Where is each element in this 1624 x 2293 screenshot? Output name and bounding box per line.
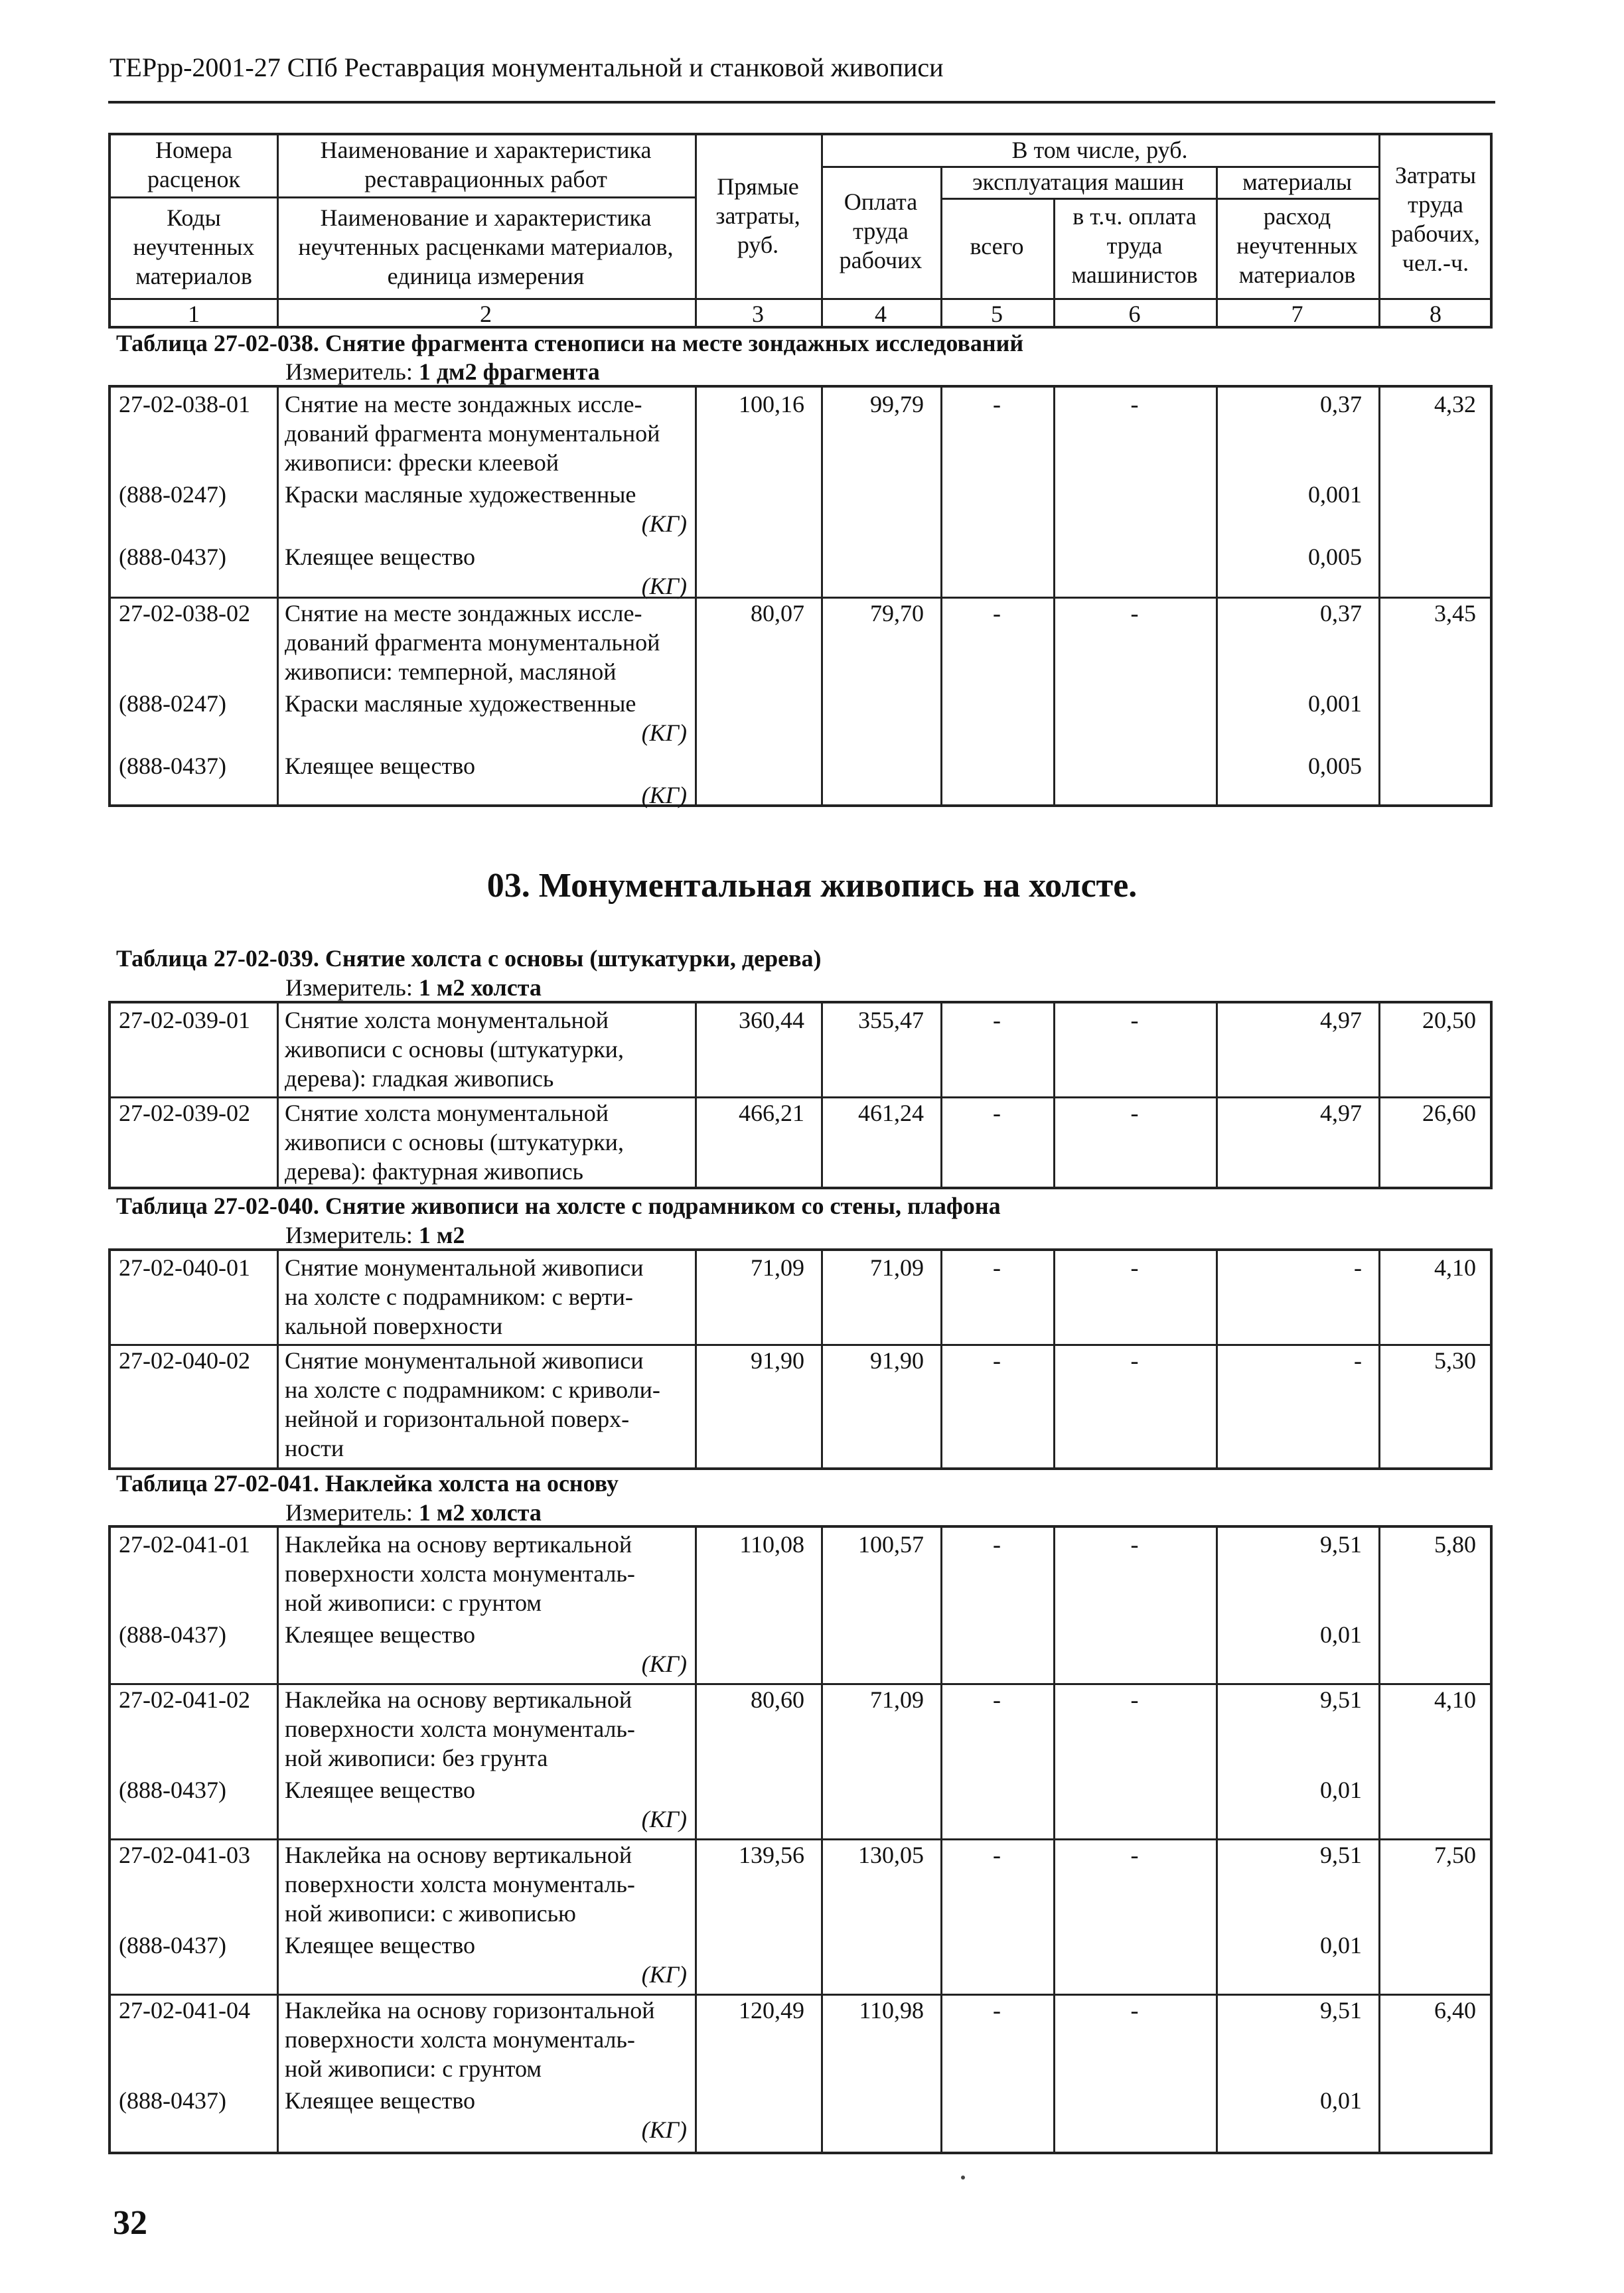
col2-bottom-2: неучтенных расценками материалов, <box>298 234 674 260</box>
direct-cell: 80,60 <box>751 1686 804 1713</box>
material-code: (888-0247) <box>119 481 226 508</box>
code-cell: 27-02-041-03 <box>119 1842 250 1868</box>
mach_pay-cell: - <box>1130 1100 1139 1126</box>
name-cell: живописи с основы (штукатурки, <box>285 1129 624 1155</box>
name-cell: дований фрагмента монументальной <box>285 629 660 656</box>
material-value: 0,01 <box>1320 1777 1362 1803</box>
name-cell: живописи: темперной, масляной <box>285 658 617 685</box>
col6-2: труда <box>1106 232 1163 259</box>
mach-cell: - <box>993 1531 1001 1558</box>
unit-kg: (КГ) <box>641 573 687 599</box>
code-cell: 27-02-039-01 <box>119 1007 250 1033</box>
name-cell: Наклейка на основу вертикальной <box>285 1842 632 1868</box>
table-t039 <box>108 1001 1493 1189</box>
mach-cell: - <box>993 1686 1001 1713</box>
material-code: (888-0437) <box>119 753 226 779</box>
name-cell: поверхности холста монументаль- <box>285 1560 635 1587</box>
col2-top-1: Наименование и характеристика <box>320 137 652 163</box>
material-name: Клеящее вещество <box>285 1932 476 1959</box>
mach-cell: - <box>993 600 1001 627</box>
unit-kg: (КГ) <box>641 1806 687 1832</box>
name-cell: дований фрагмента монументальной <box>285 420 660 447</box>
name-cell: поверхности холста монументаль- <box>285 1871 635 1897</box>
col7-2: неучтенных <box>1236 232 1358 259</box>
material-value: 0,01 <box>1320 1621 1362 1648</box>
material-name: Клеящее вещество <box>285 1777 476 1803</box>
mach_pay-cell: - <box>1130 1531 1139 1558</box>
col7-1: расход <box>1263 203 1331 230</box>
name-cell: нейной и горизонтальной поверх- <box>285 1406 630 1432</box>
mach-cell: - <box>993 1347 1001 1374</box>
caption-t041: Таблица 27-02-041. Наклейка холста на основу <box>116 1470 619 1497</box>
column-divider <box>1216 388 1218 804</box>
page-header: ТЕРрр-2001-27 СПб Реставрация монументальной и станковой живописи <box>110 52 944 82</box>
col6-1: в т.ч. оплата <box>1072 203 1197 230</box>
meter-t039: Измеритель: 1 м2 холста <box>285 974 542 1001</box>
col1-bottom-1: Коды <box>167 204 221 231</box>
caption-t039: Таблица 27-02-039. Снятие холста с основы (штукатурки, дерева) <box>116 945 822 972</box>
labor-cell: 4,32 <box>1434 391 1476 417</box>
labor-cell: 6,40 <box>1434 1997 1476 2024</box>
meter-t040: Измеритель: 1 м2 <box>285 1222 465 1248</box>
col3-3: руб. <box>737 232 779 258</box>
machines-header: эксплуатация машин <box>972 169 1184 195</box>
code-cell: 27-02-038-01 <box>119 391 250 417</box>
col1-top-2: расценок <box>147 166 240 192</box>
table-header <box>108 133 1493 329</box>
labor-cell: 3,45 <box>1434 600 1476 627</box>
direct-cell: 110,08 <box>739 1531 804 1558</box>
col2-bottom-3: единица измерения <box>387 263 585 289</box>
col3-1: Прямые <box>717 173 799 200</box>
unit-kg: (КГ) <box>641 782 687 808</box>
meter-t041: Измеритель: 1 м2 холста <box>285 1499 542 1526</box>
name-cell: Наклейка на основу вертикальной <box>285 1531 632 1558</box>
material-name: Клеящее вещество <box>285 1621 476 1648</box>
labor_pay-cell: 355,47 <box>858 1007 924 1033</box>
direct-cell: 80,07 <box>751 600 804 627</box>
name-cell: Наклейка на основу вертикальной <box>285 1686 632 1713</box>
code-cell: 27-02-038-02 <box>119 600 250 627</box>
material-value: 0,001 <box>1308 690 1362 717</box>
col1-bottom-2: неучтенных <box>133 234 255 260</box>
colnum-4: 4 <box>875 301 887 327</box>
table-t040 <box>108 1248 1493 1470</box>
labor-cell: 4,10 <box>1434 1254 1476 1281</box>
mach-cell: - <box>993 1997 1001 2024</box>
name-cell: ной живописи: с грунтом <box>285 1590 542 1616</box>
direct-cell: 139,56 <box>739 1842 804 1868</box>
meter-t038: Измеритель: 1 дм2 фрагмента <box>285 358 600 385</box>
mach-cell: - <box>993 391 1001 417</box>
name-cell: поверхности холста монументаль- <box>285 1716 635 1742</box>
direct-cell: 120,49 <box>739 1997 804 2024</box>
mach_pay-cell: - <box>1130 1842 1139 1868</box>
name-cell: на холсте с подрамником: с верти- <box>285 1284 633 1310</box>
col2-bottom-1: Наименование и характеристика <box>320 204 652 231</box>
colnum-3: 3 <box>752 301 764 327</box>
materials-cell: 0,37 <box>1320 391 1362 417</box>
labor-cell: 7,50 <box>1434 1842 1476 1868</box>
name-cell: живописи с основы (штукатурки, <box>285 1036 624 1063</box>
direct-cell: 466,21 <box>739 1100 804 1126</box>
col1-top-1: Номера <box>155 137 233 163</box>
material-code: (888-0247) <box>119 690 226 717</box>
mach-cell: - <box>993 1007 1001 1033</box>
code-cell: 27-02-040-02 <box>119 1347 250 1374</box>
colnum-1: 1 <box>188 301 200 327</box>
labor_pay-cell: 100,57 <box>858 1531 924 1558</box>
column-divider <box>1378 388 1380 804</box>
page-number: 32 <box>113 2204 147 2242</box>
unit-kg: (КГ) <box>641 1651 687 1677</box>
column-divider <box>940 388 942 804</box>
group-header: В том числе, руб. <box>1011 137 1188 163</box>
mach_pay-cell: - <box>1130 600 1139 627</box>
labor_pay-cell: 71,09 <box>870 1254 924 1281</box>
code-cell: 27-02-039-02 <box>119 1100 250 1126</box>
material-name: Клеящее вещество <box>285 544 476 570</box>
materials-cell: 9,51 <box>1320 1686 1362 1713</box>
labor_pay-cell: 99,79 <box>870 391 924 417</box>
col6-3: машинистов <box>1071 261 1198 288</box>
unit-kg: (КГ) <box>641 719 687 746</box>
labor_pay-cell: 71,09 <box>870 1686 924 1713</box>
name-cell: ной живописи: без грунта <box>285 1745 548 1771</box>
unit-kg: (КГ) <box>641 510 687 537</box>
labor_pay-cell: 79,70 <box>870 600 924 627</box>
code-cell: 27-02-041-01 <box>119 1531 250 1558</box>
labor-cell: 26,60 <box>1422 1100 1476 1126</box>
code-cell: 27-02-041-04 <box>119 1997 250 2024</box>
col2-top-2: реставрационных работ <box>364 166 607 192</box>
labor-cell: 4,10 <box>1434 1686 1476 1713</box>
col4-3: рабочих <box>839 247 923 273</box>
material-name: Клеящее вещество <box>285 2087 476 2114</box>
name-cell: дерева): фактурная живопись <box>285 1158 583 1185</box>
col8-2: труда <box>1408 191 1463 218</box>
mach_pay-cell: - <box>1130 1007 1139 1033</box>
name-cell: Снятие монументальной живописи <box>285 1347 644 1374</box>
name-cell: живописи: фрески клеевой <box>285 449 559 476</box>
material-name: Краски масляные художественные <box>285 690 636 717</box>
mach_pay-cell: - <box>1130 1686 1139 1713</box>
col8-1: Затраты <box>1394 162 1477 188</box>
material-name: Краски масляные художественные <box>285 481 636 508</box>
direct-cell: 360,44 <box>739 1007 804 1033</box>
table-t038 <box>108 385 1493 807</box>
name-cell: ной живописи: с живописью <box>285 1900 576 1927</box>
column-divider <box>821 388 823 804</box>
colnum-2: 2 <box>480 301 492 327</box>
material-value: 0,005 <box>1308 753 1362 779</box>
labor_pay-cell: 130,05 <box>858 1842 924 1868</box>
materials-cell: - <box>1354 1347 1362 1374</box>
col5: всего <box>970 233 1024 259</box>
stray-dot <box>961 2176 965 2180</box>
section-title: 03. Монументальная живопись на холсте. <box>486 867 1138 905</box>
name-cell: Снятие на месте зондажных иссле- <box>285 391 642 417</box>
mach-cell: - <box>993 1254 1001 1281</box>
colnum-8: 8 <box>1430 301 1441 327</box>
material-value: 0,01 <box>1320 2087 1362 2114</box>
name-cell: Снятие на месте зондажных иссле- <box>285 600 642 627</box>
mach_pay-cell: - <box>1130 1997 1139 2024</box>
material-code: (888-0437) <box>119 544 226 570</box>
materials-cell: 4,97 <box>1320 1100 1362 1126</box>
code-cell: 27-02-040-01 <box>119 1254 250 1281</box>
material-value: 0,01 <box>1320 1932 1362 1959</box>
name-cell: Снятие холста монументальной <box>285 1100 609 1126</box>
name-cell: на холсте с подрамником: с криволи- <box>285 1376 660 1403</box>
material-code: (888-0437) <box>119 1621 226 1648</box>
mach-cell: - <box>993 1842 1001 1868</box>
materials-cell: 9,51 <box>1320 1997 1362 2024</box>
name-cell: Снятие монументальной живописи <box>285 1254 644 1281</box>
name-cell: дерева): гладкая живопись <box>285 1065 554 1092</box>
col3-2: затраты, <box>715 202 800 229</box>
colnum-5: 5 <box>991 301 1003 327</box>
direct-cell: 91,90 <box>751 1347 804 1374</box>
materials-cell: 9,51 <box>1320 1842 1362 1868</box>
materials-cell: 4,97 <box>1320 1007 1362 1033</box>
col8-4: чел.-ч. <box>1402 250 1469 276</box>
caption-t040: Таблица 27-02-040. Снятие живописи на холсте с подрамником со стены, плафона <box>116 1193 1001 1219</box>
material-value: 0,001 <box>1308 481 1362 508</box>
table-t041 <box>108 1525 1493 2154</box>
material-name: Клеящее вещество <box>285 753 476 779</box>
column-divider <box>695 388 697 804</box>
mach_pay-cell: - <box>1130 1347 1139 1374</box>
name-cell: кальной поверхности <box>285 1313 503 1339</box>
mach_pay-cell: - <box>1130 391 1139 417</box>
col8-3: рабочих, <box>1391 220 1480 247</box>
column-divider <box>1053 388 1055 804</box>
labor-cell: 5,80 <box>1434 1531 1476 1558</box>
labor-cell: 20,50 <box>1422 1007 1476 1033</box>
name-cell: ной живописи: с грунтом <box>285 2055 542 2082</box>
unit-kg: (КГ) <box>641 2116 687 2143</box>
name-cell: поверхности холста монументаль- <box>285 2026 635 2053</box>
unit-kg: (КГ) <box>641 1961 687 1988</box>
labor-cell: 5,30 <box>1434 1347 1476 1374</box>
material-code: (888-0437) <box>119 2087 226 2114</box>
colnum-6: 6 <box>1128 301 1141 327</box>
code-cell: 27-02-041-02 <box>119 1686 250 1713</box>
materials-cell: 9,51 <box>1320 1531 1362 1558</box>
name-cell: ности <box>285 1435 344 1461</box>
labor_pay-cell: 91,90 <box>870 1347 924 1374</box>
caption-t038: Таблица 27-02-038. Снятие фрагмента стенописи на месте зондажных исследований <box>116 330 1024 356</box>
header-rule <box>108 101 1495 104</box>
material-code: (888-0437) <box>119 1777 226 1803</box>
col7-3: материалов <box>1238 261 1356 288</box>
colnum-7: 7 <box>1291 301 1303 327</box>
materials-header: материалы <box>1242 169 1352 195</box>
materials-cell: 0,37 <box>1320 600 1362 627</box>
material-value: 0,005 <box>1308 544 1362 570</box>
mach_pay-cell: - <box>1130 1254 1139 1281</box>
col4-2: труда <box>853 218 909 244</box>
direct-cell: 71,09 <box>751 1254 804 1281</box>
column-divider <box>277 1251 279 1467</box>
name-cell: Снятие холста монументальной <box>285 1007 609 1033</box>
mach-cell: - <box>993 1100 1001 1126</box>
material-code: (888-0437) <box>119 1932 226 1959</box>
labor_pay-cell: 110,98 <box>859 1997 924 2024</box>
direct-cell: 100,16 <box>739 391 804 417</box>
name-cell: Наклейка на основу горизонтальной <box>285 1997 655 2024</box>
labor_pay-cell: 461,24 <box>858 1100 924 1126</box>
materials-cell: - <box>1354 1254 1362 1281</box>
column-divider <box>277 1003 279 1187</box>
col1-bottom-3: материалов <box>135 263 252 289</box>
col4-1: Оплата <box>844 188 918 215</box>
